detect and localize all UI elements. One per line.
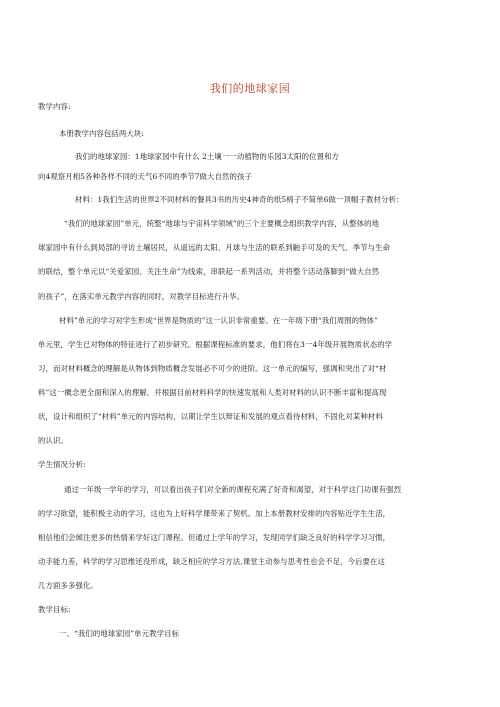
section-heading-students: 学生情况分析: bbox=[38, 460, 86, 469]
paragraph-line: 我们的地球家园：1地球家园中有什么 2土壤一一动植物的乐园3太阳的位置和方 bbox=[75, 152, 340, 161]
paragraph-line: 相信他们会倾注更多的热情来学好这门课程。但通过上学年的学习，发现同学们缺乏良好的科学学习习惯， bbox=[38, 533, 391, 542]
paragraph-line: 向4观察月相5各种各样不同的天气6不同的季节7做大自然的孩子 bbox=[38, 172, 252, 181]
paragraph-line: 几方面多多强化。 bbox=[38, 581, 98, 590]
paragraph-line: 材料”单元的学习对学生形成“世界是物质的”这一认识非常重要。在一年级下册“我们周围的物体” bbox=[59, 316, 379, 325]
paragraph-line: 料”这一概念更全面和深入的理解，并根据目前材料科学的快速发展和人类对材料的认识不断丰富和提高现 bbox=[38, 388, 387, 397]
paragraph-line: 习，而对材料概念的理解是从物体到物质概念发展必不可少的进阶。这一单元的编写，强调和突出了对“材 bbox=[38, 364, 387, 373]
paragraph-line: 的认识。 bbox=[38, 436, 68, 445]
paragraph-line: 的孩子”，在落实单元教学内容的同时，对教学目标进行升华。 bbox=[38, 292, 245, 301]
section-heading-goals: 教学目标: bbox=[38, 605, 71, 614]
section-heading-content: 教学内容: bbox=[38, 102, 71, 111]
paragraph-line: 一、“我们的地球家园”单元教学目标 bbox=[59, 629, 180, 638]
paragraph-line: 球家园中有什么到局部的寻访土壤居民，从遥远的太阳、月球与生活的联系到触手可及的天气、季节与生命 bbox=[38, 243, 391, 252]
paragraph-line: 状，设计和组织了“材料”单元的内容结构，以期让学生以辩证和发展的观点看待材料，不固化对某种材料 bbox=[38, 412, 383, 421]
paragraph-line: 动手能力差，科学的学习思维还没形成，缺乏相应的学习方法,课堂主动参与思考性也会不足，今后要在这 bbox=[38, 557, 386, 566]
paragraph-line: “我们的地球家园”单元，统整“地球与宇宙科学领域”的三个主要概念组织教学内容，从整体的地 bbox=[64, 219, 380, 228]
paragraph-line: 的学习欲望，能积极主动的学习，这也为上好科学课带来了契机。加上本册教材安排的内容贴近学生生活， bbox=[38, 509, 391, 518]
document-title: 我们的地球家园 bbox=[209, 82, 291, 95]
paragraph-line: 通过一年级一学年的学习，可以看出孩子们对全新的课程充满了好奇和渴望，对于科学这门功课有强烈 bbox=[64, 485, 402, 494]
paragraph-line: 本册教学内容包括两大块: bbox=[59, 129, 144, 138]
paragraph-line: 单元里，学生已对物体的特征进行了初步研究。根据课程标准的要求，他们将在3一4年级开展物质状态的学 bbox=[38, 340, 393, 349]
paragraph-line: 材料：1我们生活的世界2不同材料的餐具3书的历史4神奇的纸5椅子不简单6做一顶帽子教材分析： bbox=[75, 195, 404, 204]
paragraph-line: 的联结，整个单元以“关爱家园、关注生命”为线索，串联起一系列活动，并将整个活动落脚到“做大自然 bbox=[38, 267, 380, 276]
